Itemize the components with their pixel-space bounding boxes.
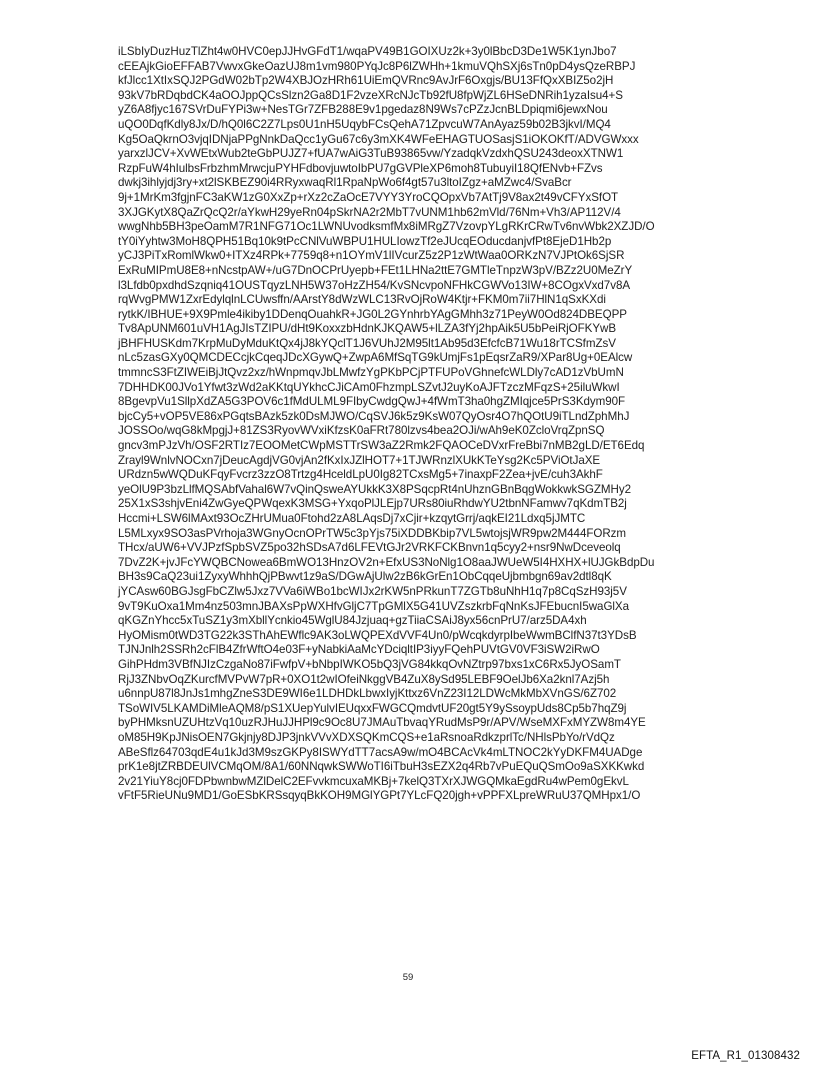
text-line: JOSSOo/wqG8kMpgjJ+81ZS3RyovWVxiKfzsK0aFRt780lzvs4bea2OJi/wAh9eK0ZcloVrqZpnSQ: [118, 424, 605, 438]
text-line: yarxzlJCV+XvWEtxWub2teGbPUJZ7+fUA7wAiG3TuB93865vw/YzadqkVzdxhQSU243deoxXTNW1: [118, 147, 624, 161]
text-line: nLc5zasGXy0QMCDECcjkCqeqJDcXGywQ+ZwpA6MfSqTG9kUmjFs1pEqsrZaR9/XPar8Ug+0EAlcw: [118, 351, 633, 365]
text-line: 9j+1MrKm3fgjnFC3aKW1zG0XxZp+rXz2cZaOcE7VYY3YroCQOpxVb7AtTj9V8ax2t49vCFYxSfOT: [118, 190, 619, 204]
encoded-text-block: [118, 45, 718, 804]
text-line: 7DvZ2K+jvJFcYWQBCNowea6BmWO13HnzOV2n+EfxUS3NoNlg1O8aaJWUeW5I4HXHX+lUJGkBdpDu: [118, 555, 655, 569]
text-line: HyOMism0tWD3TG22k3SThAhEWflc9AK3oLWQPEXdVVF4Un0/pWcqkdyrpIbeWwmBClfN37t3YDsB: [118, 628, 637, 642]
text-line: vFtF5RieUNu9MD1/GoESbKRSsqyqBkKOH9MGlYGPt7YLcFQ20jgh+vPPFXLpreWRuU37QMHpx1/O: [118, 789, 641, 803]
text-line: 25X1xS3shjvEni4ZwGyeQPWqexK3MSG+YxqoPlJLEjp7URs80iuRhdwYU2tbnNFamwv7qKdmTB2j: [118, 497, 627, 511]
text-line: tY0iYyhtw3MoH8QPH51Bq10k9tPcCNlVuWBPU1HULIowzTf2eJUcqEOducdanjvfPt8EjeD1Hb2p: [118, 234, 612, 248]
text-line: jBHFHUSKdm7KrpMuDyMduKtQx4jJ8kYQclT1J6VUhJ2M95lt1Ab95d3EfcfcB71Wu18rTCSfmZsV: [118, 336, 616, 350]
page-number: 59: [402, 972, 414, 983]
text-line: 7DHHDK00JVo1Yfwt3zWd2aKKtqUYkhcCJiCAm0FhzmpLSZvtJ2uyKoAJFTzczMFqzS+25iluWkwI: [118, 380, 620, 394]
text-line: dwkj3ihlyjdj3ry+xt2lSKBEZ90i4RRyxwaqRl1RpaNpWo6f4gt57u3ltoIZgz+aMZwc4/SvaBcr: [118, 176, 572, 190]
text-line: RzpFuW4hIulbsFrbzhmMrwcjuPYHFdbovjuwtoIbPU7gGVPleXP6moh8TubuyiI18QfENvb+FZvs: [118, 161, 603, 175]
text-line: kfJlcc1XtIxSQJ2PGdW02bTp2W4XBJOzHRh61UiEmQVRnc9AvJrF6Oxgjs/BU13FfQxXBIZ5o2jH: [118, 74, 614, 88]
text-line: bjcCy5+vOP5VE86xPGqtsBAzk5zk0DsMJWO/CqSVJ6k5z9KsW07QyOsr4O7hQOtU9iTLndZphMhJ: [118, 409, 630, 423]
text-line: 8BgevpVu1SllpXdZA5G3POV6c1fMdULML9FIbyCwdgQwJ+4fWmT3ha0hgZMIqjce5PrS3Kdym90F: [118, 395, 626, 409]
text-line: THcx/aUW6+VVJPzfSpbSVZ5po32hSDsA7d6LFEVtGJr2VRKFCKBnvn1q5cyy2+nsr9NwDceveolq: [118, 541, 621, 555]
text-line: jYCAsw60BGJsgFbCZlw5Jxz7VVa6iWBo1bcWIJx2rKW5nPRkunT7ZGTb8uNhH1q7p8CqSzH93j5V: [118, 584, 627, 598]
text-line: yCJ3PiTxRomlWkw0+ITXz4RPk+7759q8+n1OYmV1lIVcurZ5z2P1zWtWaa0ORKzN7VJPtOk6SjSR: [118, 249, 625, 263]
text-line: u6nnpU87l8JnJs1mhgZneS3DE9WI6e1LDHDkLbwxIyjKttxz6VnZ23I12LDWcMkMbXVnGS/6Z702: [118, 687, 617, 701]
text-line: 3XJGKytX8QaZrQcQ2r/aYkwH29yeRn04pSkrNA2r2MbT7vUNM1hb62mVld/76Nm+Vh3/AP112V/4: [118, 205, 621, 219]
text-line: BH3s9CaQ23ui1ZyxyWhhhQjPBwvt1z9aS/DGwAjUlw2zB6kGrEn1ObCqqeUjbmbgn69av2dtl8qK: [118, 570, 612, 584]
text-line: URdzn5wWQDuKFqyFvcrz3zzO8Trtzg4HceldLpU0Ig82TCxsMg5+7inaxpF2Zea+jvE/cuh3AkhF: [118, 468, 603, 482]
text-line: rytkK/IBHUE+9X9Pmle4ikiby1DDenqOuahkR+JG0L2GYnhrbYAgGMhh3z71PeyW0Od824DBEQPP: [118, 307, 627, 321]
text-line: ExRuMIPmU8E8+nNcstpAW+/uG7DnOCPrUyepb+FEt1LHNa2ttE7GMTleTnpzW3pV/BZz2U0MeZrY: [118, 263, 633, 277]
text-line: 93kV7bRDqbdCK4aOOJppQCsSlzn2Ga8D1F2vzeXRcNJcTb92fU8fpWjZL6HSeDNRih1yzaIsu4+S: [118, 88, 623, 102]
text-line: qKGZnYhcc5xTuSZ1y3mXbllYcnkio45WglU84Jzjuaq+gzTiiaCSAiJ8yx56cnPrU7/arz5DA4xh: [118, 614, 587, 628]
text-line: Kg5OaQkrnO3vjqIDNjaPPgNnkDaQcc1yGu67c6y3mXK4WFeEHAGTUOSasjS1iOKOKfT/ADVGWxxx: [118, 132, 639, 146]
text-line: 9vT9KuOxa1Mm4nz503mnJBAXsPpWXHfvGljC7TpGMlX5G41UVZszkrbFqNnKsJFEbucnI5waGlXa: [118, 599, 630, 613]
text-line: wwgNhb5BH3peOamM7R1NFG71Oc1LWNUvodksmfMx8iMRgZ7VzovpYLgRKrCRwTv6nvWbk2XZJD/O: [118, 220, 655, 234]
text-line: oM85H9KpJNisOEN7Gkjnjy8DJP3jnkVVvXDXSQKmCQS+e1aRsnoaRdkzprlTc/NHlsPbYo/rVdQz: [118, 730, 615, 744]
text-line: cEEAjkGioEFFAB7VwvxGkeOazUJ8m1vm980PYqJc8P6lZWHh+1kmuVQhSXj6sTn0pD4ysQzeRBPJ: [118, 59, 636, 73]
text-line: tmmncS3FtZIWEiBjJtQvz2xz/hWnpmqvJbLMwfzYgPKbPCjPTFUPoVGhnefcWLDly7cAD1zVbUmN: [118, 366, 624, 380]
text-line: yZ6A8fjyc167SVrDuFYPi3w+NesTGr7ZFB288E9v1pgedaz8N9Ws7cPZzJcnBLDpiqmi6jewxNou: [118, 103, 608, 117]
text-line: Zrayl9WnlvNOCxn7jDeucAgdjVG0vjAn2fKxIxJZlHOT7+1TJWRnzlXUkKTeYsg2Kc5PViOtJaXE: [118, 453, 601, 467]
text-line: rqWvgPMW1ZxrEdylqlnLCUwsffn/AArstY8dWzWLC13RvOjRoW4Ktjr+FKM0m7ii7HlN1qSxKXdi: [118, 293, 606, 307]
text-line: ABeSflz64703qdE4u1kJd3M9szGKPy8ISWYdTT7acsA9w/mO4BCAcVk4mLTNOC2kYyDKFM4UADge: [118, 745, 643, 759]
text-line: 2v21YiuY8cj0FDPbwnbwMZlDelC2EFvvkmcuxaMKBj+7kelQ3TXrXJWGQMkaEgdRu4wPem0gEkvL: [118, 774, 629, 788]
text-line: l3Lfdb0pxdhdSzqniq41OUSTqyzLNH5W37oHzZH54/KvSNcvpoNFHkCGWVo13IW+8COgxVxd7v8A: [118, 278, 631, 292]
text-line: RjJ3ZNbvOqZKurcfMVPvW7pR+0XO1t2wIOfeiNkggVB4ZuX8ySd95LEBF9OelJb6Xa2knl7Azj5h: [118, 672, 610, 686]
text-line: TJNJnlh2SSRh2cFlB4ZfrWftO4e03F+yNabkiAaMcYDciqltIP3iyyFQehPUVtGV0VF3iSW2iRwO: [118, 643, 600, 657]
text-line: Tv8ApUNM601uVH1AgJIsTZIPU/dHt9KoxxzbHdnKJKQAW5+lLZA3fYj2hpAik5U5bPeiRjOFKYwB: [118, 322, 617, 336]
text-line: prK1e8jtZRBDEUlVCMqOM/8A1/60NNqwkSWWoTI6iTbuH3sEZX2q4Rb7vPuEQuQSmOo9aSXKKwkd: [118, 760, 645, 774]
text-line: GihPHdm3VBfNJIzCzgaNo87iFwfpV+bNbpIWKO5bQ3jVG84kkqOvNZtrp97bxs1xC6Rx5JyOSamT: [118, 657, 621, 671]
text-line: iLSbIyDuzHuzTlZht4w0HVC0epJJHvGFdT1/wqaPV49B1GOIXUz2k+3y0lBbcD3De1W5K1ynJbo7: [118, 45, 617, 58]
text-line: byPHMksnUZUHtzVq10uzRJHuJJHPl9c9Oc8U7JMAuTbvaqYRudMsP9r/APV/WseMXFxMYZW8m4YE: [118, 716, 646, 730]
text-line: gncv3mPJzVh/OSF2RTIz7EOOMetCWpMSTTrSW3aZ2Rmk2FQAOCeDVxrFreBbi7nMB2gLD/ET6Edq: [118, 439, 645, 453]
document-id: EFTA_R1_01308432: [691, 1050, 800, 1062]
text-line: yeOlU9P3bzLlfMQSAbfVahal6W7vQinQsweAYUkkK3X8PSqcpRt4nUhznGBnBqgWokkwkSGZMHy2: [118, 482, 631, 496]
text-line: uQO0DqfKdly8Jx/D/hQ0l6C2Z7Lps0U1nH5UqybFCsQehA71ZpvcuW7AnAyaz59b02B3jkvI/MQ4: [118, 117, 611, 131]
text-line: L5MLxyx9SO3asPVrhoja3WGnyOcnOPrTW5c3pYjs75iXDDBKbip7VL5wtojsjWR9pw2M444FORzm: [118, 526, 627, 540]
text-line: Hccmi+LSW6lMAxt93OcZHrUMua0Ftohd2zA8LAqsDj7xCjir+kzqytGrrj/aqkEI21Ldxq5jJMTC: [118, 512, 586, 525]
text-line: TSoWIV5LKAMDiMleAQM8/pS1XUepYulvIEUqxxFWGCQmdvtUF20gt5Y9ySsoypUds8Cp5b7hqZ9j: [118, 701, 627, 715]
